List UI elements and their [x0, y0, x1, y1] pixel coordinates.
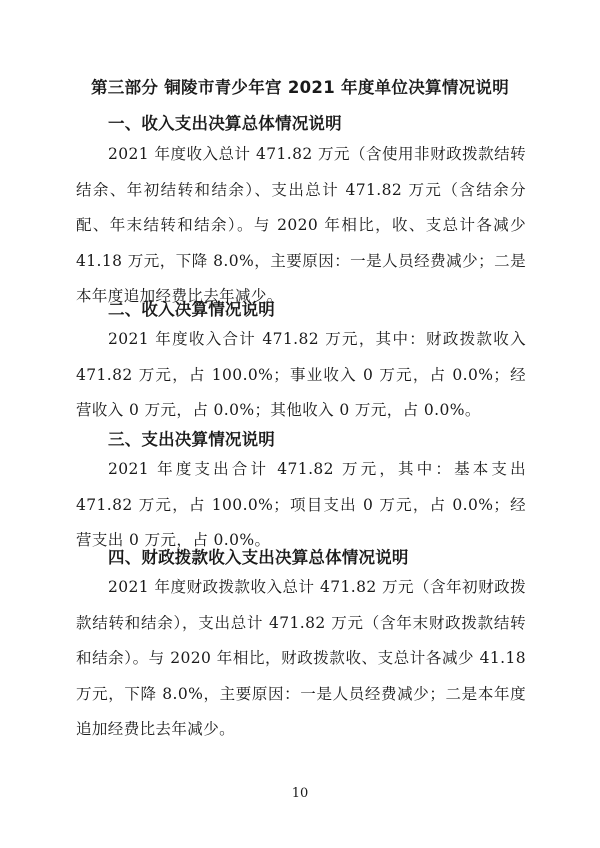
section-paragraph-2: 2021 年度收入合计 471.82 万元，其中：财政拨款收入 471.82 万元，占 100.0%；事业收入 0 万元，占 0.0%；经营收入 0 万元，占 0.0%；其他收入 0 万元，占 0.0%。	[76, 330, 526, 419]
section-paragraph-1: 2021 年度收入总计 471.82 万元（含使用非财政拨款结转结余、年初结转和结余）、支出总计 471.82 万元（含结余分配、年末结转和结余）。与 2020 年相比，收、支总计各减少 41.18 万元，下降 8.0%，主要原因：一是人员经费减少；二是本年度追加经费比去年减少。	[76, 145, 526, 305]
section-heading-3: 三、支出决算情况说明	[108, 430, 275, 449]
section-heading-4: 四、财政拨款收入支出决算总体情况说明	[108, 548, 409, 567]
section-paragraph-3: 2021 年度支出合计 471.82 万元，其中：基本支出 471.82 万元，占 100.0%；项目支出 0 万元，占 0.0%；经营支出 0 万元，占 0.0%。	[76, 460, 526, 549]
section-heading-2: 二、收入决算情况说明	[108, 300, 275, 319]
page-title: 第三部分 铜陵市青少年宫 2021 年度单位决算情况说明	[90, 78, 510, 97]
page-number: 10	[291, 786, 309, 801]
section-heading-1: 一、收入支出决算总体情况说明	[108, 114, 342, 133]
section-paragraph-4: 2021 年度财政拨款收入总计 471.82 万元（含年初财政拨款结转和结余），支出总计 471.82 万元（含年末财政拨款结转和结余）。与 2020 年相比，财政拨款收、支总计各减少 41.18 万元，下降 8.0%，主要原因：一是人员经费减少；二是本年度追加经费比去年减少。	[76, 578, 526, 738]
